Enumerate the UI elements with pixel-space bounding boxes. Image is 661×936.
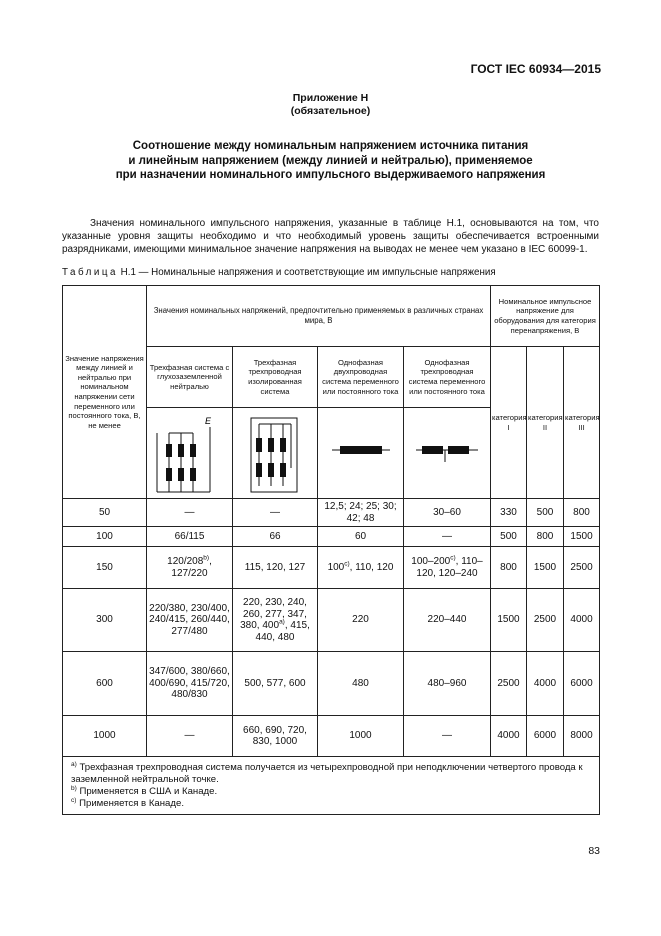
cell-single-phase-three-wire (404, 547, 491, 589)
cell-single-phase-three-wire: 220–440 (404, 589, 491, 652)
cell-three-phase-isolated: — (233, 499, 318, 527)
cell-three-phase-grounded (147, 547, 233, 589)
annex-title: Приложение Н (292, 92, 369, 104)
single-phase-three-wire-schematic (404, 408, 490, 498)
diagram-single-phase-two-wire (318, 408, 404, 499)
table-row (63, 716, 600, 757)
table-caption (62, 267, 496, 278)
cell-three-phase-grounded: 66/115 (147, 527, 233, 547)
cell-category-3: 1500 (564, 527, 600, 547)
cell-three-phase-grounded: 220/380, 230/400, 240/415, 260/440, 277/480 (147, 589, 233, 652)
table-header-row-1 (63, 286, 600, 347)
cell-single-phase-two-wire (318, 547, 404, 589)
title-line-1: Соотношение между номинальным напряжением источника питания (132, 140, 529, 152)
cell-category-2: 6000 (527, 716, 564, 757)
cell-single-phase-two-wire: 12,5; 24; 25; 30; 42; 48 (318, 499, 404, 527)
intro-paragraph: Значения номинального импульсного напряжения, указанные в таблице Н.1, основываются на том, что указанные уровня защиты необходимо и что необходимый уровень защиты обеспечивается встроенными разрядниками, имеющими минимальное значение напряжения на выводах не менее чем указано в IEC 60099-1. (62, 218, 599, 255)
diagram-single-phase-three-wire (404, 408, 491, 499)
footnote-ref: c) (344, 560, 350, 568)
cell-text: , 127/220 (171, 556, 212, 579)
earth-label: E (205, 416, 212, 426)
three-phase-grounded-schematic (147, 408, 232, 498)
cell-category-1: 1500 (491, 589, 527, 652)
single-phase-two-wire-schematic (318, 408, 403, 498)
cell-single-phase-two-wire: 60 (318, 527, 404, 547)
footnote-ref: a) (279, 618, 285, 626)
table-row (63, 547, 600, 589)
footnote-b (71, 786, 595, 798)
cell-three-phase-grounded: — (147, 499, 233, 527)
document-code: ГОСТ IEC 60934—2015 (470, 62, 601, 76)
sub-header-single-phase-three-wire: Однофазная трехпроводная система переменного или постоянного тока (404, 347, 491, 408)
footnote-text: Трехфазная трехпроводная система получается из четырехпроводной при неподключении четвертого провода к заземленной нейтральной точке. (71, 762, 583, 785)
cell-voltage: 50 (63, 499, 147, 527)
cell-single-phase-three-wire: 30–60 (404, 499, 491, 527)
footnote-mark: a) (71, 760, 77, 768)
cell-category-1: 4000 (491, 716, 527, 757)
footnote-text: Применяется в США и Канаде. (76, 786, 218, 797)
sub-header-three-phase-grounded: Трехфазная система с глухозаземленной нейтралью (147, 347, 233, 408)
footnote-c (71, 798, 595, 810)
footnote-ref: c) (450, 554, 456, 562)
cell-voltage: 150 (63, 547, 147, 589)
cell-category-2: 2500 (527, 589, 564, 652)
cell-category-3: 2500 (564, 547, 600, 589)
cell-category-2: 800 (527, 527, 564, 547)
table-caption-text: Н.1 — Номинальные напряжения и соответствующие им импульсные напряжения (117, 267, 496, 278)
table-footnotes-row (63, 757, 600, 815)
category-1-header: категория I (491, 347, 527, 499)
cell-three-phase-isolated: 115, 120, 127 (233, 547, 318, 589)
cell-category-1: 2500 (491, 652, 527, 716)
cell-three-phase-isolated: 66 (233, 527, 318, 547)
cell-voltage: 300 (63, 589, 147, 652)
category-2-header: категория II (527, 347, 564, 499)
col-first-header: Значение напряжения между линией и нейтралью при номинальном напряжении сети переменного или постоянного тока, В, не менее (63, 286, 147, 499)
table-row (63, 527, 600, 547)
section-title (0, 139, 661, 183)
cell-text: 220, 230, 240, 260, 277, 347, 380, 400 (240, 597, 307, 631)
sub-header-three-phase-isolated: Трехфазная трехпроводная изолированная система (233, 347, 318, 408)
footnote-ref: b) (203, 554, 210, 562)
diagram-three-phase-isolated (233, 408, 318, 499)
table-caption-prefix: Таблица (62, 267, 118, 278)
cell-single-phase-two-wire: 1000 (318, 716, 404, 757)
cell-three-phase-isolated: 500, 577, 600 (233, 652, 318, 716)
cell-category-1: 330 (491, 499, 527, 527)
cell-category-2: 4000 (527, 652, 564, 716)
table-footnotes (63, 757, 600, 815)
cell-three-phase-isolated (233, 589, 318, 652)
cell-single-phase-three-wire: — (404, 527, 491, 547)
cell-single-phase-two-wire: 220 (318, 589, 404, 652)
cell-category-3: 4000 (564, 589, 600, 652)
cell-category-3: 800 (564, 499, 600, 527)
cell-category-1: 800 (491, 547, 527, 589)
cell-single-phase-three-wire: — (404, 716, 491, 757)
footnote-mark: b) (71, 784, 77, 792)
cell-voltage: 100 (63, 527, 147, 547)
title-line-3: при назначении номинального импульсного выдерживаемого напряжения (115, 169, 546, 181)
annex-status: (обязательное) (290, 105, 371, 117)
cell-text: 100–200 (411, 556, 451, 567)
cell-text: , 110, 120 (349, 561, 394, 573)
cell-single-phase-three-wire: 480–960 (404, 652, 491, 716)
cell-category-2: 500 (527, 499, 564, 527)
cell-three-phase-isolated: 660, 690, 720, 830, 1000 (233, 716, 318, 757)
footnote-text: Применяется в Канаде. (76, 798, 184, 809)
footnote-mark: c) (71, 796, 77, 804)
cell-text: 120/208 (167, 556, 204, 567)
cell-voltage: 1000 (63, 716, 147, 757)
category-3-header: категория III (564, 347, 600, 499)
cell-text: , 110–120, 120–240 (416, 556, 483, 579)
cell-voltage: 600 (63, 652, 147, 716)
annex-heading (0, 92, 661, 118)
table-row (63, 499, 600, 527)
diagram-three-phase-grounded (147, 408, 233, 499)
sub-header-single-phase-two-wire: Однофазная двухпроводная система переменного или постоянного тока (318, 347, 404, 408)
cell-single-phase-two-wire: 480 (318, 652, 404, 716)
cell-three-phase-grounded: 347/600, 380/660, 400/690, 415/720, 480/830 (147, 652, 233, 716)
cell-category-3: 6000 (564, 652, 600, 716)
cell-three-phase-grounded: — (147, 716, 233, 757)
cell-text: , 415, 440, 480 (255, 620, 310, 643)
cell-category-1: 500 (491, 527, 527, 547)
table-row (63, 652, 600, 716)
cell-text: 100 (327, 561, 345, 573)
group-nominal-header: Значения номинальных напряжений, предпочтительно применяемых в различных странах мира, В (147, 286, 491, 347)
cell-category-3: 8000 (564, 716, 600, 757)
table-row (63, 589, 600, 652)
title-line-2: и линейным напряжением (между линией и нейтралью), применяемое (128, 154, 533, 167)
three-phase-isolated-schematic (233, 408, 317, 498)
page-number: 83 (588, 845, 600, 857)
cell-category-2: 1500 (527, 547, 564, 589)
voltage-table (62, 285, 600, 815)
group-impulse-header: Номинальное импульсное напряжение для оборудования для категория перенапряжения, В (491, 286, 600, 347)
footnote-a (71, 762, 595, 786)
